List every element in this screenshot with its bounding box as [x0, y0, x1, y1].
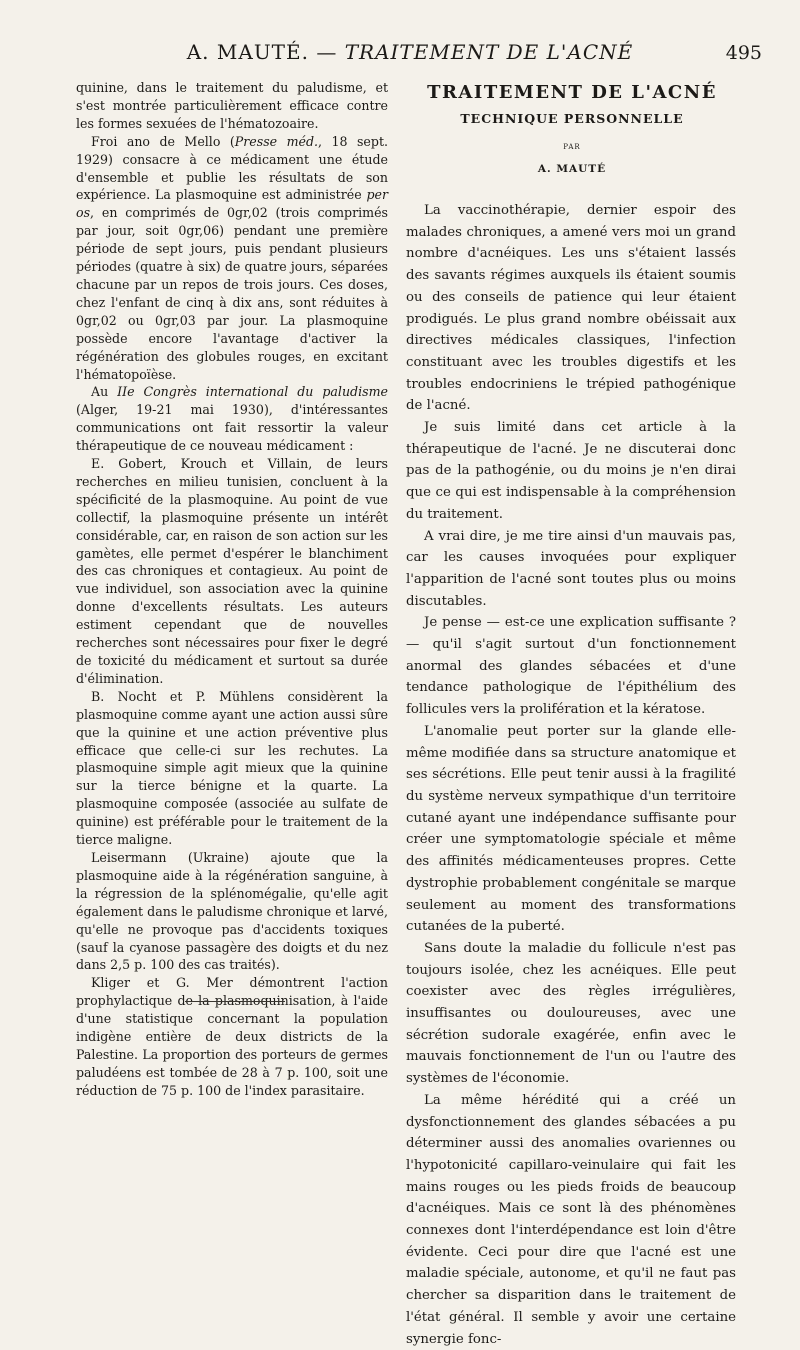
article-title: TRAITEMENT DE L'ACNÉ [427, 82, 717, 103]
left-p2-citation: Presse méd. [234, 133, 319, 149]
right-paragraph-7: La même hérédité qui a créé un dysfonctionnement des glandes sébacées a pu déterminer aussi des anomalies ovariennes ou l'hypotonicité capillaro-veinulaire qui fait les mains rouges ou les pieds froids de beaucoup d'acnéiques. Mais ce sont là des phénomènes connexes dont l'interdépendance est loin d'être évidente. Ceci pour dire que l'acné est une maladie spéciale, autonome, et qu'il ne faut pas chercher sa disparition dans le traitement de l'état général. Il semble y avoir une certaine synergie fonc- [406, 1092, 736, 1347]
running-author: A. MAUTÉ. [186, 40, 309, 64]
section-rule [185, 1001, 285, 1002]
left-p3-text-a: Au [91, 384, 118, 400]
article-author: A. MAUTÉ [537, 163, 607, 175]
right-paragraph-1: La vaccinothérapie, dernier espoir des malades chroniques, a amené vers moi un grand nombre d'acnéiques. Les uns s'étaient lassés des savants régimes auxquels ils étaient soumis ou des conseils de patience qui leur étaient prodigués. Le plus grand nombre obéissait aux directives médicales classiques, l'infection constituant avec les troubles digestifs et les troubles endocriniens le trépied pathogénique de l'acné. [406, 203, 736, 414]
left-paragraph-5: B. Nocht et P. Mühlens considèrent la plasmoquine comme ayant une action aussi sûre que la quinine et une action préventive plus efficace que celle-ci sur les rechutes. La plasmoquine simple agit mieux que la quinine sur la tierce bénigne et la quarte. La plasmoquine composée (associée au sulfate de quinine) est préférable pour le traitement de la tierce maligne. [76, 688, 388, 848]
left-column [76, 79, 388, 1100]
left-paragraph-4: E. Gobert, Krouch et Villain, de leurs recherches en milieu tunisien, concluent à la spécificité de la plasmoquine. Au point de vue collectif, la plasmoquine présente un intérêt considérable, car, en raison de son action sur les gamètes, elle permet d'espérer le blanchiment des cas chroniques et contagieux. Au point de vue individuel, son association avec la quinine donne d'excellents résultats. Les auteurs estiment cependant que de nouvelles recherches sont nécessaires pour fixer le degré de toxicité du médicament et surtout sa durée d'élimination. [76, 456, 388, 686]
left-paragraph-1: quinine, dans le traitement du paludisme, et s'est montrée particulièrement efficace contre les formes sexuées de l'hématozoaire. [76, 80, 388, 131]
left-paragraph-3 [76, 383, 388, 455]
right-paragraph-5: L'anomalie peut porter sur la glande elle-même modifiée dans sa structure anatomique et ses sécrétions. Elle peut tenir aussi à la fragilité du système nerveux sympathique d'un territoire cutané ayant une indépendance suffisante pour créer une symptomatologie spéciale et même des affinités médicamenteuses propres. Cette dystrophie probablement congénitale se marque seulement au moment des transformations cutanées de la puberté. [406, 723, 736, 935]
right-paragraph-6: Sans doute la maladie du follicule n'est pas toujours isolée, chez les acnéiques. Elle peut coexister avec des règles irrégulières, insuffisantes ou douloureuses, avec une sécrétion sudorale exagérée, enfin avec le mauvais fonctionnement de l'un ou l'autre des systèmes de l'économie. [406, 940, 736, 1087]
left-p3-text-b: (Alger, 19-21 mai 1930), d'intéressantes communications ont fait ressortir la valeur thérapeutique de ce nouveau médicament : [76, 402, 388, 454]
left-paragraph-6: Leisermann (Ukraine) ajoute que la plasmoquine aide à la régénération sanguine, à la régression de la splénomégalie, qu'elle agit également dans le paludisme chronique et larvé, qu'elle ne provoque pas d'accidents toxiques (sauf la cyanose passagère des doigts et du nez dans 2,5 p. 100 des cas traités). [76, 849, 388, 973]
right-paragraph-2: Je suis limité dans cet article à la thérapeutique de l'acné. Je ne discuterai donc pas de la pathogénie, ou du moins je n'en dirai que ce qui est indispensable à la compréhension du traitement. [406, 420, 736, 522]
left-p2-text-a: Froi ano de Mello ( [91, 133, 235, 149]
left-p2-text-b: , 18 sept. 1929) consacre à ce médicament une étude d'ensemble et publie les résultats de son expérience. La plasmoquine est administrée [76, 133, 389, 203]
article-par: PAR [563, 143, 581, 151]
running-head [0, 40, 800, 70]
left-paragraph-2 [76, 133, 388, 384]
left-p2-per-os: per os [76, 187, 388, 221]
left-paragraph-7: Kliger et G. Mer démontrent l'action prophylactique de la plasmoquinisation, à l'aide d'une statistique concernant la population indigène entière de deux districts de la Palestine. La proportion des porteurs de germes paludéens est tombée de 28 à 7 p. 100, soit une réduction de 75 p. 100 de l'index parasitaire. [76, 975, 388, 1098]
page-number: 495 [725, 42, 762, 64]
right-column [406, 200, 736, 1350]
article-heading [407, 82, 737, 175]
running-title [180, 40, 640, 64]
left-p3-congress: IIe Congrès international du paludisme [117, 384, 388, 400]
running-article-title: TRAITEMENT DE L'ACNÉ [344, 40, 634, 64]
right-paragraph-3: A vrai dire, je me tire ainsi d'un mauvais pas, car les causes invoquées pour expliquer l'apparition de l'acné sont toutes plus ou moins discutables. [406, 528, 736, 609]
right-paragraph-4: Je pense — est-ce une explication suffisante ? — qu'il s'agit surtout d'un fonctionnement anormal des glandes sébacées et d'une tendance pathologique de l'épithélium des follicules vers la prolifération et la kératose. [406, 615, 736, 718]
running-separator: — [316, 40, 338, 64]
left-p2-text-c: , en comprimés de 0gr,02 (trois comprimés par jour, soit 0gr,06) pendant une première période de sept jours, puis pendant plusieurs périodes (quatre à six) de quatre jours, séparées chacune par un repos de trois jours. Ces doses, chez l'enfant de cinq à dix ans, sont réduites à 0gr,02 ou 0gr,03 par jour. La plasmoquine possède encore l'avantage d'activer la régénération des globules rouges, en excitant l'hématopoïèse. [76, 205, 388, 382]
article-subtitle: TECHNIQUE PERSONNELLE [460, 111, 684, 126]
